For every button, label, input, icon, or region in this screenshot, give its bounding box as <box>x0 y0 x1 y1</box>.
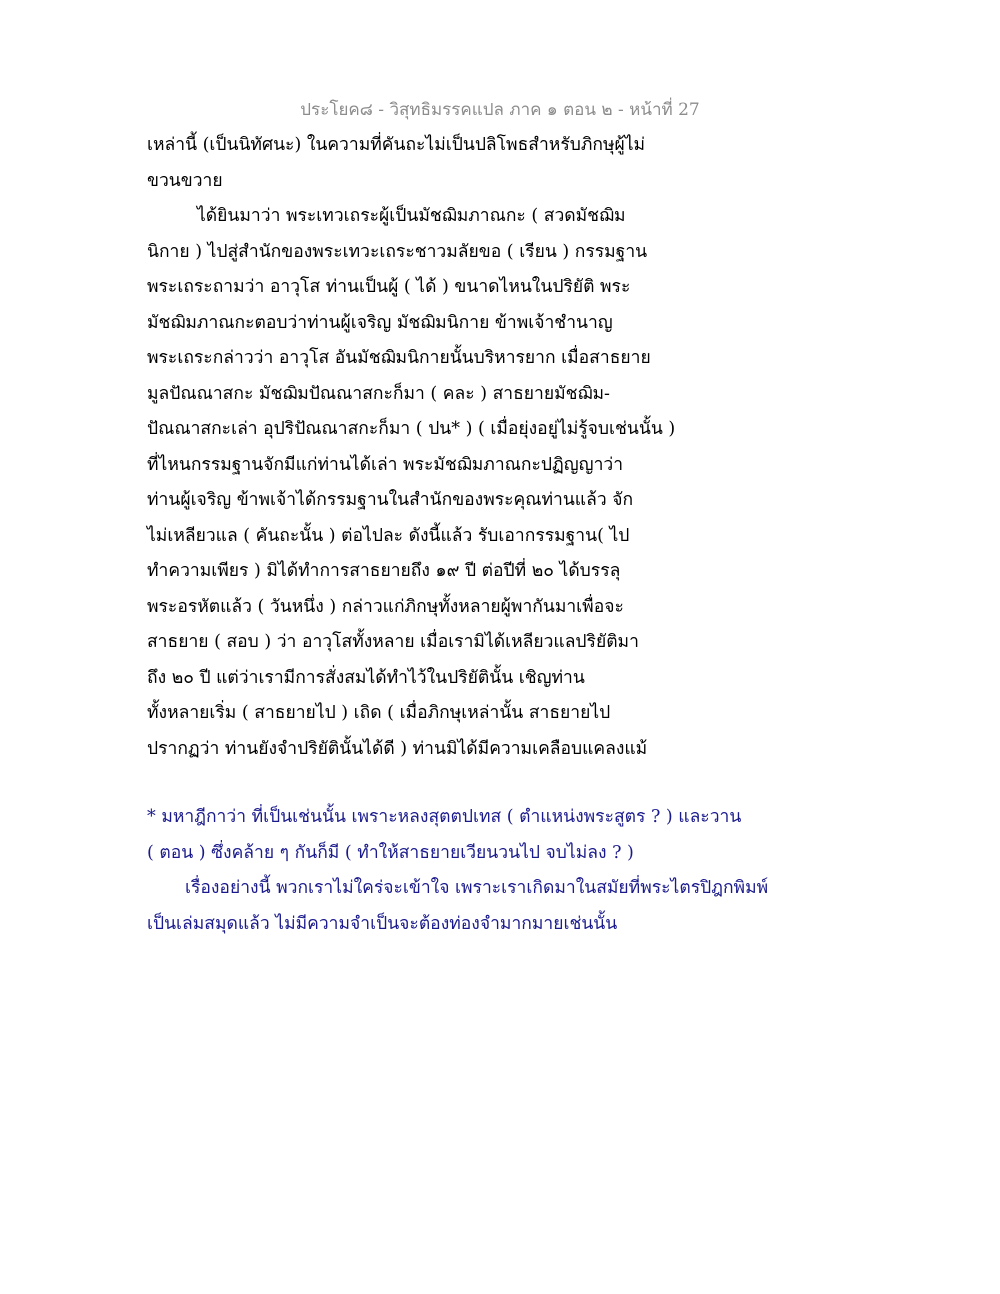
body-line: ที่ไหนกรรมฐานจักมีแก่ท่านได้เล่า พระมัชฌิมภาณกะปฏิญญาว่า <box>147 454 624 475</box>
footnote-line: ( ตอน ) ซึ่งคล้าย ๆ กันก็มี ( ทำให้สาธยายเวียนวนไป จบไม่ลง ? ) <box>147 842 634 863</box>
body-line: ถึง ๒๐ ปี แต่ว่าเรามีการสั่งสมได้ทำไว้ในปริยัตินั้น เชิญท่าน <box>147 667 585 688</box>
body-line: ไม่เหลียวแล ( คันถะนั้น ) ต่อไปละ ดังนี้แล้ว รับเอากรรมฐาน( ไป <box>147 525 630 546</box>
body-line: พระอรหัตแล้ว ( วันหนึ่ง ) กล่าวแก่ภิกษุทั้งหลายผู้พากันมาเพื่อจะ <box>147 596 624 617</box>
main-body <box>147 128 867 767</box>
body-line: มูลปัณณาสกะ มัชฌิมปัณณาสกะก็มา ( คละ ) สาธยายมัชฌิม- <box>147 383 610 404</box>
body-line: พระเถระกล่าวว่า อาวุโส อันมัชฌิมนิกายนั้นบริหารยาก เมื่อสาธยาย <box>147 348 651 368</box>
body-line: ปรากฏว่า ท่านยังจำปริยัตินั้นได้ดี ) ท่านมิได้มีความเคลือบแคลงแม้ <box>147 738 648 759</box>
body-line: ทั้งหลายเริ่ม ( สาธยายไป ) เถิด ( เมื่อภิกษุเหล่านั้น สาธยายไป <box>147 703 611 723</box>
footnote-block <box>147 800 867 942</box>
body-line: นิกาย ) ไปสู่สำนักของพระเทวะเถระชาวมลัยขอ ( เรียน ) กรรมฐาน <box>147 241 648 262</box>
body-line: มัชฌิมภาณกะตอบว่าท่านผู้เจริญ มัชฌิมนิกาย ข้าพเจ้าชำนาญ <box>147 312 613 333</box>
body-line: ปัณณาสกะเล่า อุปริปัณณาสกะก็มา ( ปน* ) ( เมื่อยุ่งอยู่ไม่รู้จบเช่นนั้น ) <box>147 419 676 439</box>
page-header-text: ประโยค๘ - วิสุทธิมรรคแปล ภาค ๑ ตอน ๒ - หน้าที่ 27 <box>300 100 700 120</box>
body-line-paragraph-start: ได้ยินมาว่า พระเทวเถระผู้เป็นมัชฌิมภาณกะ ( สวดมัชฌิม <box>197 206 626 226</box>
body-line: ท่านผู้เจริญ ข้าพเจ้าได้กรรมฐานในสำนักของพระคุณท่านแล้ว จัก <box>147 490 634 510</box>
body-line: ขวนขวาย <box>147 170 223 191</box>
footnote-line: เป็นเล่มสมุดแล้ว ไม่มีความจำเป็นจะต้องท่องจำมากมายเช่นนั้น <box>147 913 618 934</box>
body-line: ทำความเพียร ) มิได้ทำการสาธยายถึง ๑๙ ปี ต่อปีที่ ๒๐ ได้บรรลุ <box>147 561 621 581</box>
body-line: เหล่านี้ (เป็นนิทัศนะ) ในความที่คันถะไม่เป็นปลิโพธสำหรับภิกษุผู้ไม่ <box>147 135 646 155</box>
footnote-line-paragraph-start: เรื่องอย่างนี้ พวกเราไม่ใคร่จะเข้าใจ เพราะเราเกิดมาในสมัยที่พระไตรปิฎกพิมพ์ <box>185 878 769 898</box>
body-line: สาธยาย ( สอบ ) ว่า อาวุโสทั้งหลาย เมื่อเรามิได้เหลียวแลปริยัติมา <box>147 632 639 652</box>
body-line: พระเถระถามว่า อาวุโส ท่านเป็นผู้ ( ได้ ) ขนาดไหนในปริยัติ พระ <box>147 277 631 297</box>
page-header <box>0 96 1000 123</box>
footnote-line: * มหาฎีกาว่า ที่เป็นเช่นนั้น เพราะหลงสุตตปเทส ( ตำแหน่งพระสูตร ? ) และวาน <box>147 807 742 827</box>
